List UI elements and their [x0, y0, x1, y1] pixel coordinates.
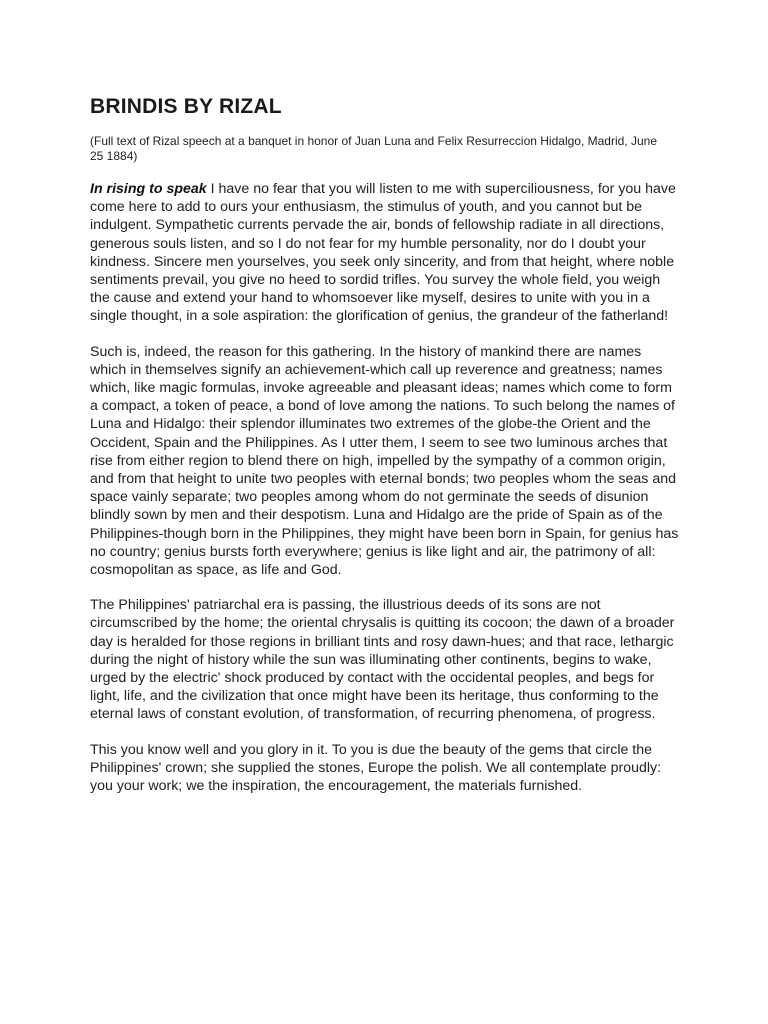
- paragraph-1: [90, 180, 680, 326]
- document-title: BRINDIS BY RIZAL: [90, 95, 282, 118]
- paragraph-2: Such is, indeed, the reason for this gathering. In the history of mankind there are names which in themselves signify an achievement-which call up reverence and greatness; names which, like magic formulas, invoke agreeable and pleasant ideas; names which come to form a compact, a token of peace, a bond of love among the nations. To such belong the names of Luna and Hidalgo: their splendor illuminates two extremes of the globe-the Orient and the Occident, Spain and the Philippines. As I utter them, I seem to see two luminous arches that rise from either region to blend there on high, impelled by the sympathy of a common origin, and from that height to unite two peoples with eternal bonds; two peoples whom the seas and space vainly separate; two peoples among whom do not germinate the seeds of disunion blindly sown by men and their despotism. Luna and Hidalgo are the pride of Spain as of the Philippines-though born in the Philippines, they might have been born in Spain, for genius has no country; genius bursts forth everywhere; genius is like light and air, the patrimony of all: cosmopolitan as space, as life and God.: [90, 343, 679, 579]
- paragraph-1-text: I have no fear that you will listen to me with superciliousness, for you have come here to add to ours your enthusiasm, the stimulus of youth, and you cannot but be indulgent. Sympathetic currents pervade the air, bonds of fellowship radiate in all directions, generous souls listen, and so I do not fear for my humble personality, nor do I doubt your kindness. Sincere men yourselves, you seek only sincerity, and from that height, where noble sentiments prevail, you give no heed to sordid trifles. You survey the whole field, you weigh the cause and extend your hand to whomsoever like myself, desires to unite with you in a single thought, in a sole aspiration: the glorification of genius, the grandeur of the fatherland!: [90, 181, 676, 325]
- document-subtitle: (Full text of Rizal speech at a banquet in honor of Juan Luna and Felix Resurreccion Hidalgo, Madrid, June 25 1884): [90, 134, 657, 163]
- document-page: [90, 94, 680, 795]
- paragraph-1-lead: In rising to speak: [90, 181, 207, 197]
- paragraph-4: This you know well and you glory in it. To you is due the beauty of the gems that circle the Philippines' crown; she supplied the stones, Europe the polish. We all contemplate proudly: you your work; we the inspiration, the encouragement, the materials furnished.: [90, 741, 662, 795]
- paragraph-3: The Philippines' patriarchal era is passing, the illustrious deeds of its sons are not circumscribed by the home; the oriental chrysalis is quitting its cocoon; the dawn of a broader day is heralded for those regions in brilliant tints and rosy dawn-hues; and that race, lethargic during the night of history while the sun was illuminating other continents, begins to wake, urged by the electric' shock produced by contact with the occidental peoples, and begs for light, life, and the civilization that once might have been its heritage, thus conforming to the eternal laws of constant evolution, of transformation, of recurring phenomena, of progress.: [90, 597, 675, 723]
